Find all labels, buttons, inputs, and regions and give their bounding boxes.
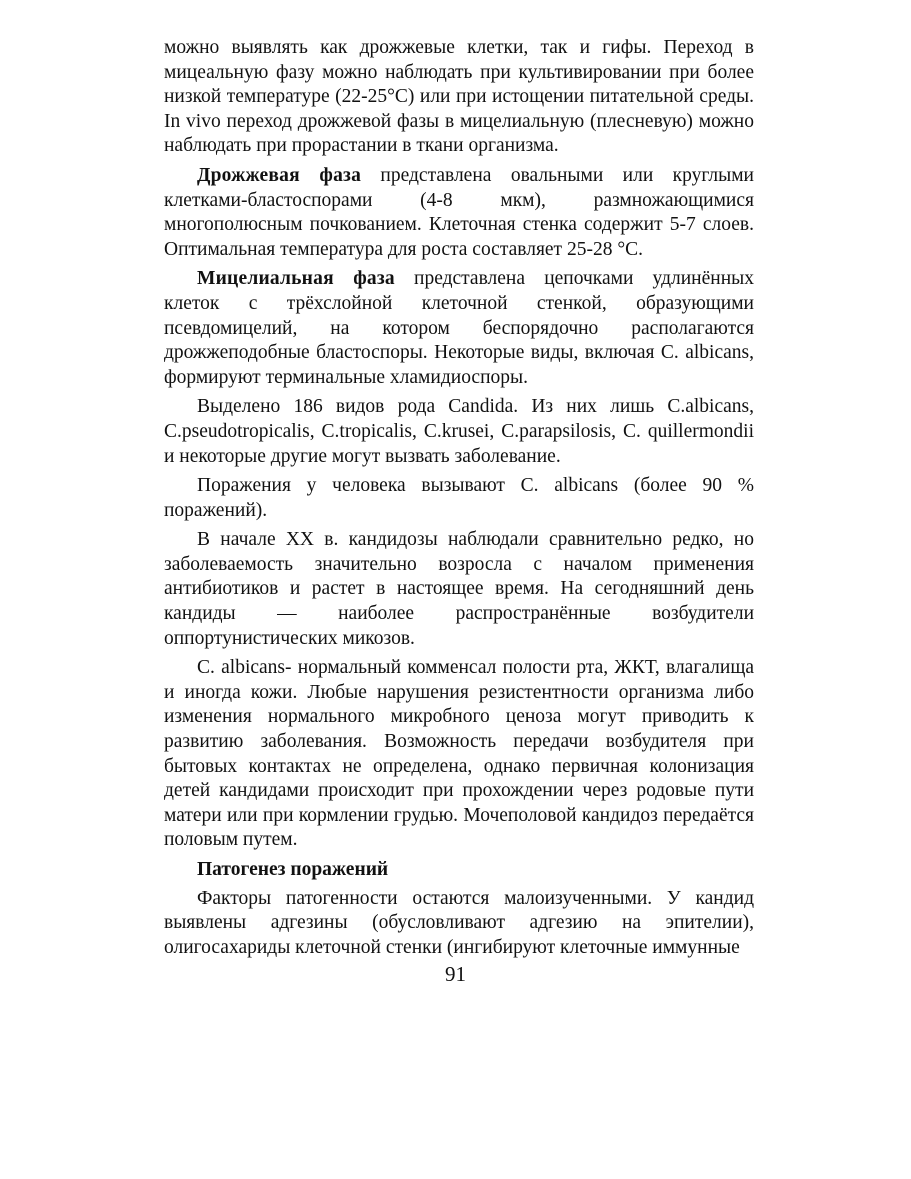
paragraph: можно выявлять как дрожжевые клетки, так и гифы. Переход в мицеальную фазу можно наблюдать при культивировании при более низкой температуре (22-25°С) или при истощении питательной среды. In vivo переход дрожжевой фазы в мицелиальную (плесневую) можно наблюдать при прорастании в ткани организма. [164, 37, 754, 157]
paragraph: Мицелиальная фаза представлена цепочками удлинённых клеток с трёхслойной клеточной стенкой, образующими псевдомицелий, на котором беспорядочно располагаются дрожжеподобные бластоспоры. Некоторые виды, включая C. albicans, формируют терминальные хламидиоспоры. [164, 268, 754, 388]
paragraph: Выделено 186 видов рода Candida. Из них лишь C.albicans, C.pseudotropicalis, C.tropicalis, C.krusei, C.parapsilosis, C. quillermondii и некоторые другие могут вызвать заболевание. [164, 396, 754, 467]
term-yeast-phase: Дрожжевая фаза [197, 164, 362, 186]
section-heading: Патогенез поражений [197, 859, 389, 880]
page-number: 91 [445, 962, 466, 986]
paragraph: Поражения у человека вызывают C. albicans (более 90 % поражений). [164, 475, 754, 521]
paragraph: Дрожжевая фаза представлена овальными или круглыми клетками-бластоспорами (4-8 мкм), размножающимися многополюсным почкованием. Клеточная стенка содержит 5-7 слоев. Оптимальная температура для роста составляет 25-28 °С. [164, 164, 754, 260]
paragraph: Факторы патогенности остаются малоизученными. У кандид выявлены адгезины (обусловливают адгезию на эпителии), олигосахариды клеточной стенки (ингибируют клеточные иммунные [164, 887, 754, 958]
paragraph: C. albicans- нормальный комменсал полости рта, ЖКТ, влагалища и иногда кожи. Любые нарушения резистентности организма либо изменения нормального микробного ценоза могут приводить к развитию заболевания. Возможность передачи возбудителя при бытовых контактах не определена, однако первичная колонизация детей кандидами происходит при прохождении через родовые пути матери или при кормлении грудью. Мочеполовой кандидоз передаётся половым путем. [164, 657, 754, 851]
paragraph: В начале XX в. кандидозы наблюдали сравнительно редко, но заболеваемость значительно возросла с началом применения антибиотиков и растет в настоящее время. На сегодняшний день кандиды — наиболее распространённые возбудители оппортунистических микозов. [164, 529, 754, 649]
term-mycelial-phase: Мицелиальная фаза [197, 268, 395, 290]
body-text [164, 36, 754, 965]
